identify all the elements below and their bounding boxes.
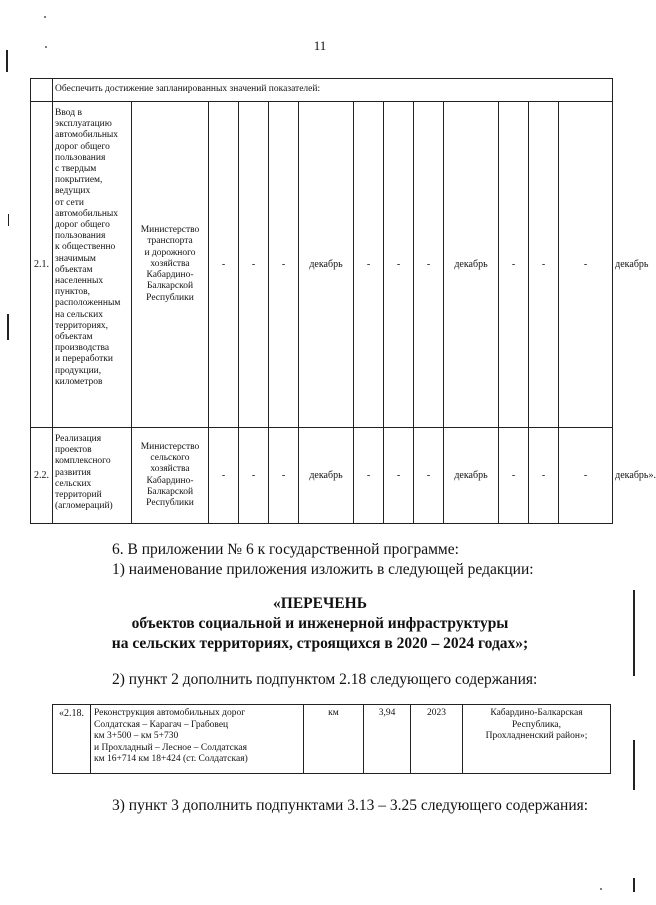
measure-name: Реализация проектов комплексного развития сельских территорий (агломераций) (53, 428, 132, 524)
value-cell: декабрь (444, 102, 499, 428)
objects-table (52, 704, 611, 774)
value-cell: - (529, 428, 559, 524)
scan-mark-right-2 (633, 740, 635, 790)
paragraph-item-3: 3) пункт 3 дополнить подпунктами 3.13 – 3.25 следующего содержания: (112, 797, 589, 814)
value-cell: декабрь (299, 102, 354, 428)
table-intro-row (31, 79, 613, 102)
value-cell: - (239, 102, 269, 428)
scan-dot-1 (44, 16, 46, 18)
value-cell: - (269, 102, 299, 428)
responsible-ministry: Министерство сельского хозяйства Кабардино- Балкарской Республики (132, 428, 209, 524)
scan-mark-right-3 (633, 878, 635, 892)
schedule-table (30, 78, 656, 524)
heading-line-1: «ПЕРЕЧЕНЬ (273, 595, 367, 612)
value-cell: - (499, 428, 529, 524)
table-row (53, 705, 611, 774)
scan-dot-3 (600, 888, 602, 890)
value-cell: декабрь (299, 428, 354, 524)
row-number: 2.2. (31, 428, 53, 524)
value-cell: - (414, 428, 444, 524)
value-cell: - (354, 428, 384, 524)
scan-mark-left-3 (7, 314, 9, 340)
value-cell: - (239, 428, 269, 524)
capacity-value: 3,94 (364, 705, 411, 774)
value-cell: - (559, 102, 613, 428)
table-cell-empty (31, 79, 53, 102)
table-row: 2.2. Реализация проектов комплексного развития сельских территорий (агломераций) Министерство сельского хозяйства Кабардино- Балкарской Республики - - - декабрь - - - декабрь - - - декабрь». (31, 428, 613, 524)
value-cell: - (384, 102, 414, 428)
responsible-ministry: Министерство транспорта и дорожного хозяйства Кабардино- Балкарской Республики (132, 102, 209, 428)
scan-mark-left-2 (8, 214, 9, 226)
location-cell: Кабардино-Балкарская Республика, Прохладненский район»; (463, 705, 611, 774)
paragraph-item-1: 1) наименование приложения изложить в следующей редакции: (112, 561, 534, 578)
item-number: «2.18. (53, 705, 91, 774)
table-intro-text: Обеспечить достижение запланированных значений показателей: (53, 79, 613, 102)
measure-name: Ввод в эксплуатацию автомобильных дорог общего пользования с твердым покрытием, ведущих от сети автомобильных дорог общего пользования к общественно значимым объектам населенных пунктов, расположенным на сельских территориях, объектам производства и переработки продукции, километров (53, 102, 132, 428)
value-cell: - (414, 102, 444, 428)
value-cell: - (384, 428, 414, 524)
heading-line-3: на сельских территориях, строящихся в 2020 – 2024 годах»; (111, 635, 529, 652)
value-cell: - (209, 102, 239, 428)
value-cell: - (209, 428, 239, 524)
value-cell: декабрь (444, 428, 499, 524)
page-number: 11 (313, 38, 327, 53)
paragraph-appendix-6: 6. В приложении № 6 к государственной программе: (112, 541, 459, 558)
value-cell: - (529, 102, 559, 428)
value-cell: - (269, 428, 299, 524)
object-description: Реконструкция автомобильных дорог Солдатская – Карагач – Грабовец км 3+500 – км 5+730 и Прохладный – Лесное – Солдатская км 16+714 км 18+424 (ст. Солдатская) (91, 705, 304, 774)
table-row: 2.1. Ввод в эксплуатацию автомобильных дорог общего пользования с твердым покрытием, ведущих от сети автомобильных дорог общего пользования к общественно значимым объектам населенных пунктов, расположенным на сельских территориях, объектам производства и переработки продукции, километров Министерство транспорта и дорожного хозяйства Кабардино- Балкарской Республики - - - декабрь - - - декабрь - - - декабрь (31, 102, 613, 428)
value-cell: - (499, 102, 529, 428)
row-number: 2.1. (31, 102, 53, 428)
paragraph-item-2: 2) пункт 2 дополнить подпунктом 2.18 следующего содержания: (112, 671, 538, 688)
year-cell: 2023 (411, 705, 463, 774)
value-cell: - (559, 428, 613, 524)
unit-cell: км (304, 705, 364, 774)
value-cell: - (354, 102, 384, 428)
heading-line-2: объектов социальной и инженерной инфраструктуры (131, 615, 509, 632)
